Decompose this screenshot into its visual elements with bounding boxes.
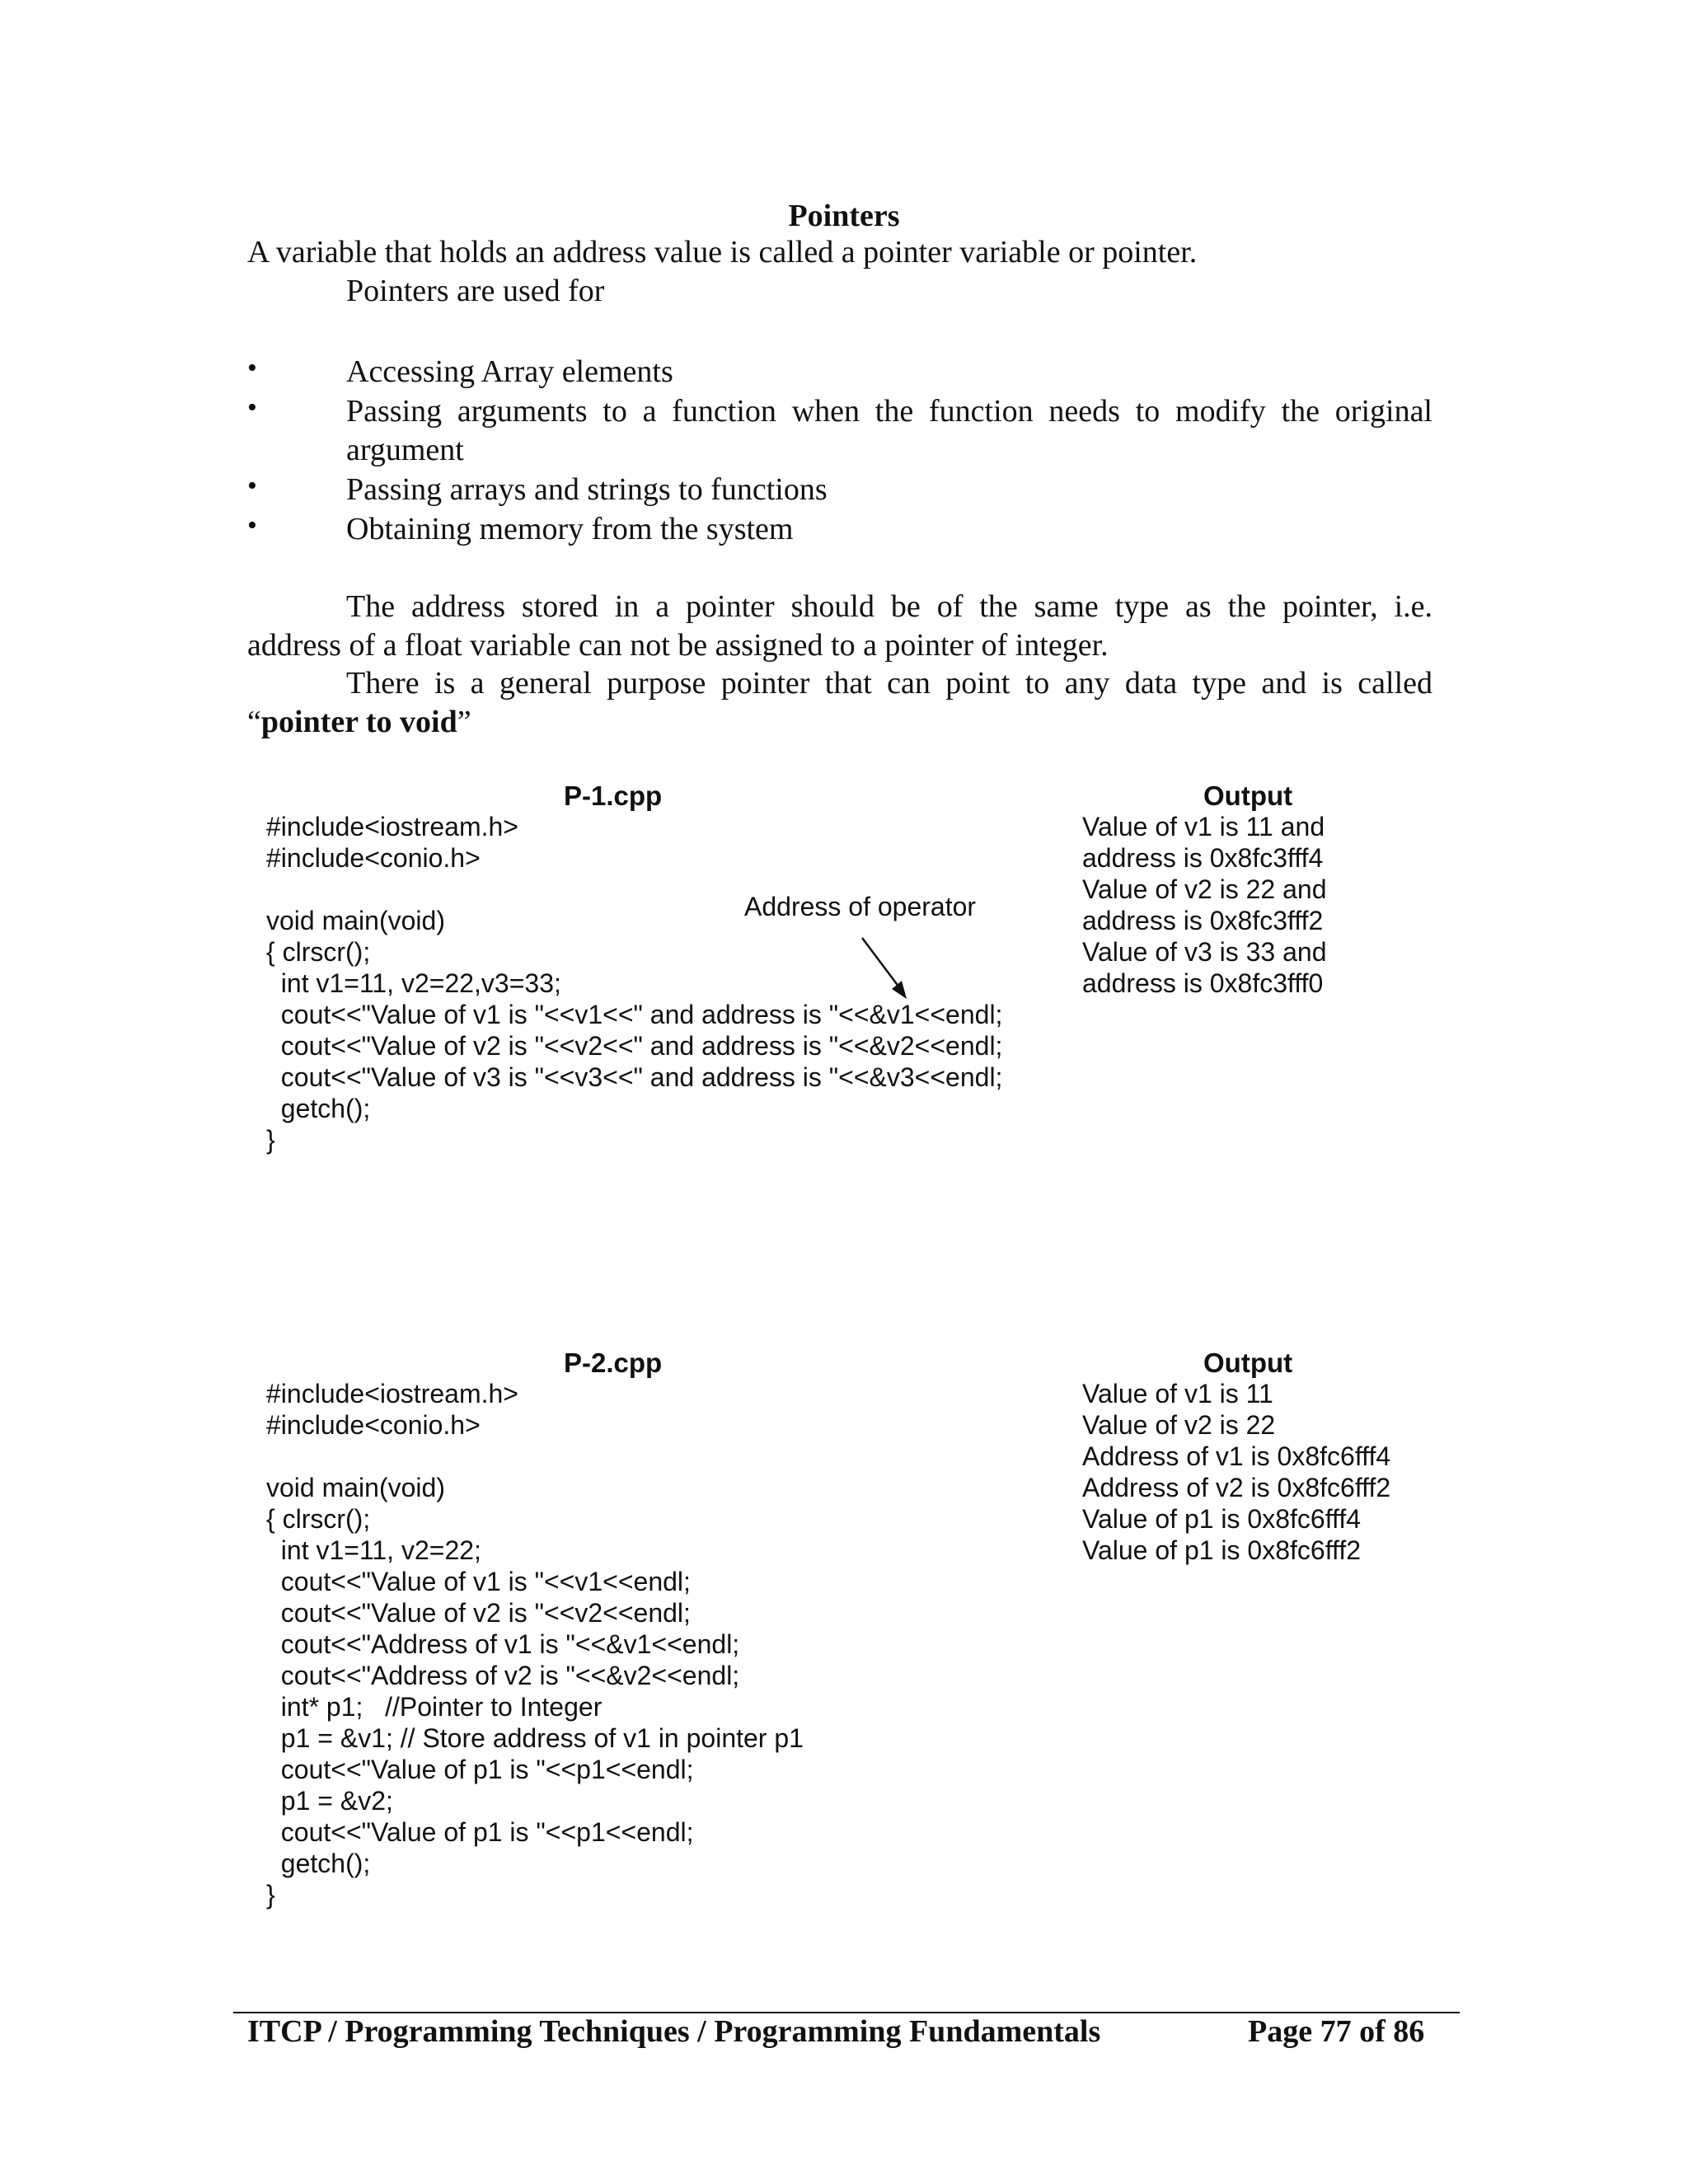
code-line: #include<conio.h> bbox=[266, 1410, 481, 1440]
code-line: cout<<"Value of v1 is "<<v1<<endl; bbox=[266, 1567, 691, 1596]
code-line: cout<<"Value of p1 is "<<p1<<endl; bbox=[266, 1817, 694, 1847]
code-line: { clrscr(); bbox=[266, 1504, 371, 1534]
output-line: Value of v2 is 22 and bbox=[1082, 874, 1327, 904]
output-line: Value of p1 is 0x8fc6fff2 bbox=[1082, 1535, 1362, 1565]
code-line: void main(void) bbox=[266, 906, 445, 935]
code-line: int* p1; //Pointer to Integer bbox=[266, 1692, 603, 1722]
quote-open: “ bbox=[247, 705, 261, 739]
code-line: void main(void) bbox=[266, 1473, 445, 1502]
output-line: Address of v2 is 0x8fc6fff2 bbox=[1082, 1473, 1391, 1502]
code-line: } bbox=[266, 1880, 275, 1910]
bullet-symbol: • bbox=[247, 392, 257, 423]
code-line: { clrscr(); bbox=[266, 937, 371, 967]
code-line: p1 = &v1; // Store address of v1 in pointer p1 bbox=[266, 1723, 804, 1753]
code-line: #include<iostream.h> bbox=[266, 812, 518, 841]
output-line: Value of v2 is 22 bbox=[1082, 1410, 1276, 1440]
code-line: } bbox=[266, 1125, 275, 1155]
page-title: Pointers bbox=[788, 199, 900, 233]
annotation-label: Address of operator bbox=[744, 892, 977, 921]
program2-filename: P-2.cpp bbox=[564, 1347, 663, 1378]
output-line: Value of v3 is 33 and bbox=[1082, 937, 1327, 967]
code-line: getch(); bbox=[266, 1849, 371, 1878]
code-line: cout<<"Address of v1 is "<<&v1<<endl; bbox=[266, 1629, 740, 1659]
paragraph-line bbox=[247, 703, 471, 742]
uses-intro: Pointers are used for bbox=[346, 274, 605, 308]
footer-page-number: Page 77 of 86 bbox=[1248, 2014, 1425, 2049]
paragraph-line: The address stored in a pointer should be of the same type as the pointer, i.e. bbox=[346, 589, 1432, 624]
bullet-symbol: • bbox=[247, 510, 257, 541]
list-item: Accessing Array elements bbox=[346, 354, 673, 389]
annotation-arrow bbox=[849, 931, 915, 1005]
code-line: cout<<"Value of v1 is "<<v1<<" and address is "<<&v1<<endl; bbox=[266, 1000, 1003, 1029]
program1-output-heading: Output bbox=[1203, 780, 1293, 811]
output-line: Value of p1 is 0x8fc6fff4 bbox=[1082, 1504, 1362, 1534]
list-item-continuation: argument bbox=[346, 433, 464, 467]
program1-filename: P-1.cpp bbox=[564, 780, 663, 811]
bullet-symbol: • bbox=[247, 353, 257, 383]
code-line: int v1=11, v2=22,v3=33; bbox=[266, 968, 561, 998]
code-line: getch(); bbox=[266, 1094, 371, 1123]
list-item: Passing arrays and strings to functions bbox=[346, 472, 828, 507]
output-line: Value of v1 is 11 and bbox=[1082, 812, 1325, 841]
bold-term: pointer to void bbox=[260, 705, 457, 739]
code-line: cout<<"Value of v3 is "<<v3<<" and address is "<<&v3<<endl; bbox=[266, 1062, 1003, 1092]
code-line: cout<<"Value of v2 is "<<v2<<" and address is "<<&v2<<endl; bbox=[266, 1031, 1003, 1061]
list-item: Passing arguments to a function when the function needs to modify the original bbox=[346, 394, 1432, 429]
code-line: #include<conio.h> bbox=[266, 843, 481, 873]
intro-sentence: A variable that holds an address value is called a pointer variable or pointer. bbox=[247, 235, 1198, 269]
list-item: Obtaining memory from the system bbox=[346, 512, 794, 546]
code-line: #include<iostream.h> bbox=[266, 1379, 518, 1408]
output-line: address is 0x8fc3fff0 bbox=[1082, 968, 1324, 998]
output-line: Address of v1 is 0x8fc6fff4 bbox=[1082, 1441, 1391, 1471]
code-line: p1 = &v2; bbox=[266, 1786, 393, 1816]
code-line: cout<<"Value of v2 is "<<v2<<endl; bbox=[266, 1598, 691, 1628]
paragraph-line: There is a general purpose pointer that can point to any data type and is called bbox=[346, 666, 1432, 701]
footer-course-title: ITCP / Programming Techniques / Programming Fundamentals bbox=[247, 2014, 1101, 2049]
code-line: cout<<"Value of p1 is "<<p1<<endl; bbox=[266, 1755, 694, 1784]
bullet-symbol: • bbox=[247, 471, 257, 501]
output-line: address is 0x8fc3fff4 bbox=[1082, 843, 1324, 873]
output-line: address is 0x8fc3fff2 bbox=[1082, 906, 1324, 935]
code-line: cout<<"Address of v2 is "<<&v2<<endl; bbox=[266, 1661, 740, 1690]
quote-close: ” bbox=[457, 705, 471, 739]
paragraph-line: address of a float variable can not be assigned to a pointer of integer. bbox=[247, 628, 1109, 663]
program2-output-heading: Output bbox=[1203, 1347, 1293, 1378]
code-line: int v1=11, v2=22; bbox=[266, 1535, 481, 1565]
output-line: Value of v1 is 11 bbox=[1082, 1379, 1273, 1408]
